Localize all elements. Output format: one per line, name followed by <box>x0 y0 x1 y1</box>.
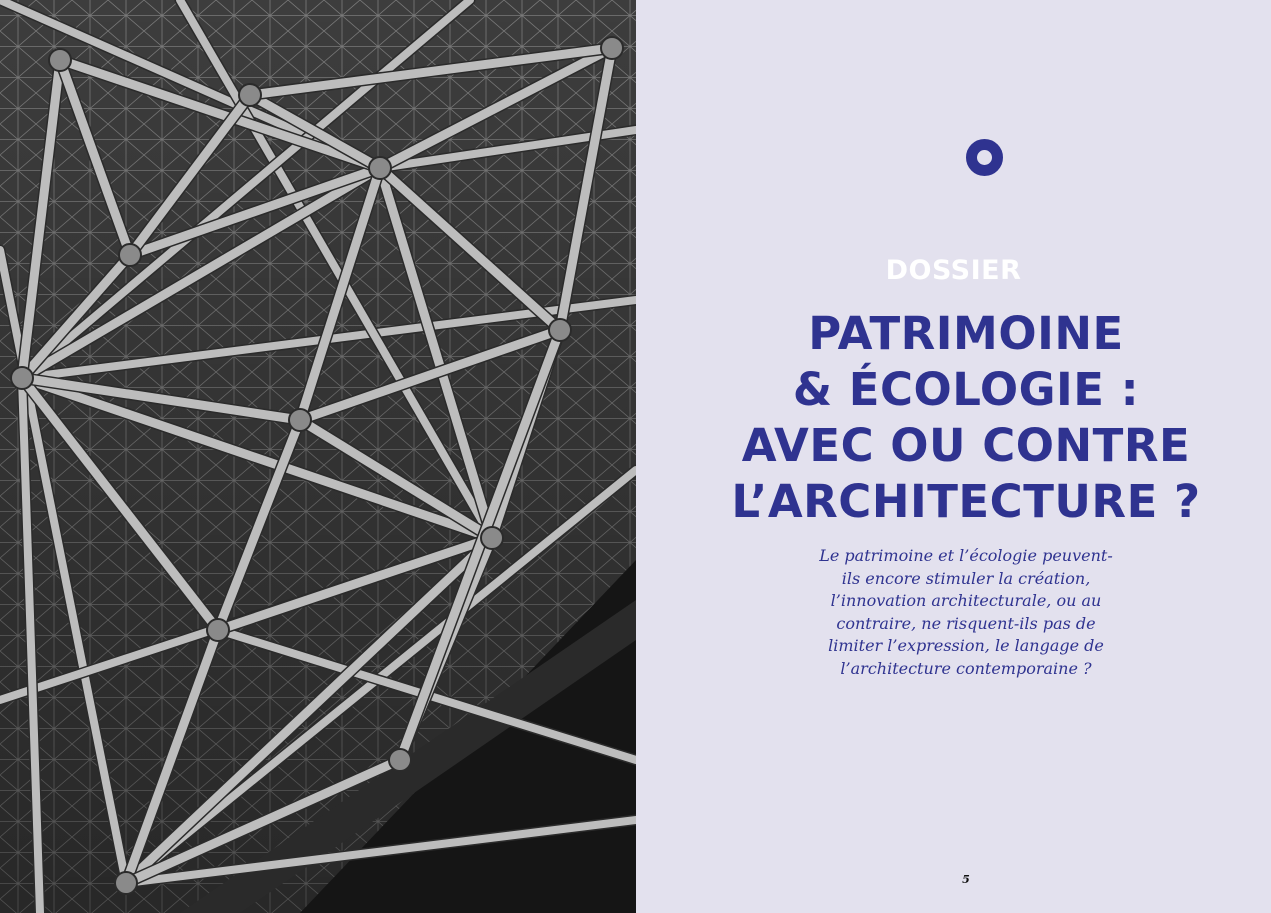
lede-line: contraire, ne risquent-ils pas de <box>836 613 1096 633</box>
dome-node <box>601 37 623 59</box>
dome-node <box>207 619 229 641</box>
lede-line: l’architecture contemporaine ? <box>840 658 1092 678</box>
title-line: L’ARCHITECTURE ? <box>731 475 1201 528</box>
dome-node <box>119 244 141 266</box>
lede-line: limiter l’expression, le langage de <box>828 636 1104 655</box>
dome-node <box>289 409 311 431</box>
dome-node <box>49 49 71 71</box>
dome-node <box>389 749 411 771</box>
title-line: PATRIMOINE <box>808 307 1124 360</box>
lede-paragraph <box>786 545 1146 680</box>
dome-node <box>115 872 137 894</box>
lede-line: Le patrimoine et l’écologie peuvent- <box>819 546 1113 565</box>
lede-line: l’innovation architecturale, ou au <box>830 591 1102 610</box>
lede-line: ils encore stimuler la création, <box>841 568 1091 588</box>
dossier-title <box>636 306 1271 530</box>
page-number: 5 <box>962 873 970 886</box>
title-line: & ÉCOLOGIE : <box>792 363 1140 416</box>
section-kicker: DOSSIER <box>885 255 1022 286</box>
ring-icon <box>966 139 1003 176</box>
title-page <box>636 0 1271 913</box>
dome-node <box>11 367 33 389</box>
dome-node <box>369 157 391 179</box>
dome-node <box>239 84 261 106</box>
dome-node <box>549 319 571 341</box>
dome-node <box>481 527 503 549</box>
title-line: AVEC OU CONTRE <box>741 419 1191 472</box>
